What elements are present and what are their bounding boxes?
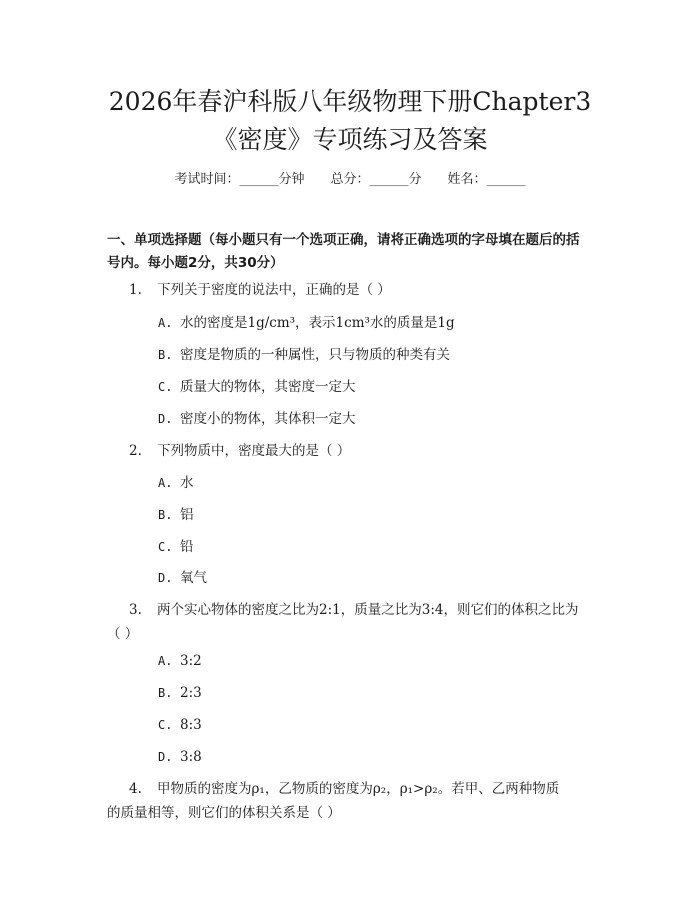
section-heading [107,229,607,275]
student-name-field: 姓名：______ [447,172,526,187]
document-title-line-2: 《密度》专项练习及答案 [212,125,488,154]
question-number: 2. [129,443,142,459]
option-3d: D. 3:8 [158,749,202,765]
option-1a: A. 水的密度是1g/cm³，表示1cm³水的质量是1g [158,315,455,331]
question-4 [107,777,592,825]
question-text: 下列关于密度的说法中，正确的是（ ） [157,282,391,298]
question-3 [107,598,592,646]
question-text: 下列物质中，密度最大的是（ ） [157,443,351,459]
exam-info [0,168,700,187]
question-number: 3. [129,602,142,618]
option-2d: D. 氧气 [158,570,207,586]
option-3a: A. 3:2 [158,653,202,669]
option-1c: C. 质量大的物体，其密度一定大 [158,379,356,395]
option-2a: A. 水 [158,475,194,491]
question-text-line-2: 的质量相等，则它们的体积关系是（ ） [107,805,341,821]
section-heading-line-2: 号内。每小题2分，共30分） [107,255,284,271]
option-1d: D. 密度小的物体，其体积一定大 [158,411,356,427]
question-number: 1. [129,282,142,298]
question-1 [107,278,592,302]
question-number: 4. [129,781,142,797]
option-3c: C. 8:3 [158,717,202,733]
question-text-line-1: 两个实心物体的密度之比为2:1，质量之比为3:4，则它们的体积之比为 [157,602,579,618]
exam-time-field: 考试时间：______分钟 [174,172,305,187]
section-heading-line-1: 一、单项选择题（每小题只有一个选项正确，请将正确选项的字母填在题后的括 [107,232,580,248]
question-2 [107,439,592,463]
option-3b: B. 2:3 [158,685,202,701]
document-title-line-1: 2026年春沪科版八年级物理下册Chapter3 [108,87,592,116]
question-text-line-1: 甲物质的密度为ρ₁，乙物质的密度为ρ₂，ρ₁>ρ₂。若甲、乙两种物质 [157,781,560,797]
question-text-line-2: （ ） [107,626,139,642]
option-2c: C. 铅 [158,539,194,555]
option-2b: B. 铝 [158,507,194,523]
total-score-field: 总分：______分 [330,172,422,187]
option-1b: B. 密度是物质的一种属性，只与物质的种类有关 [158,347,450,363]
